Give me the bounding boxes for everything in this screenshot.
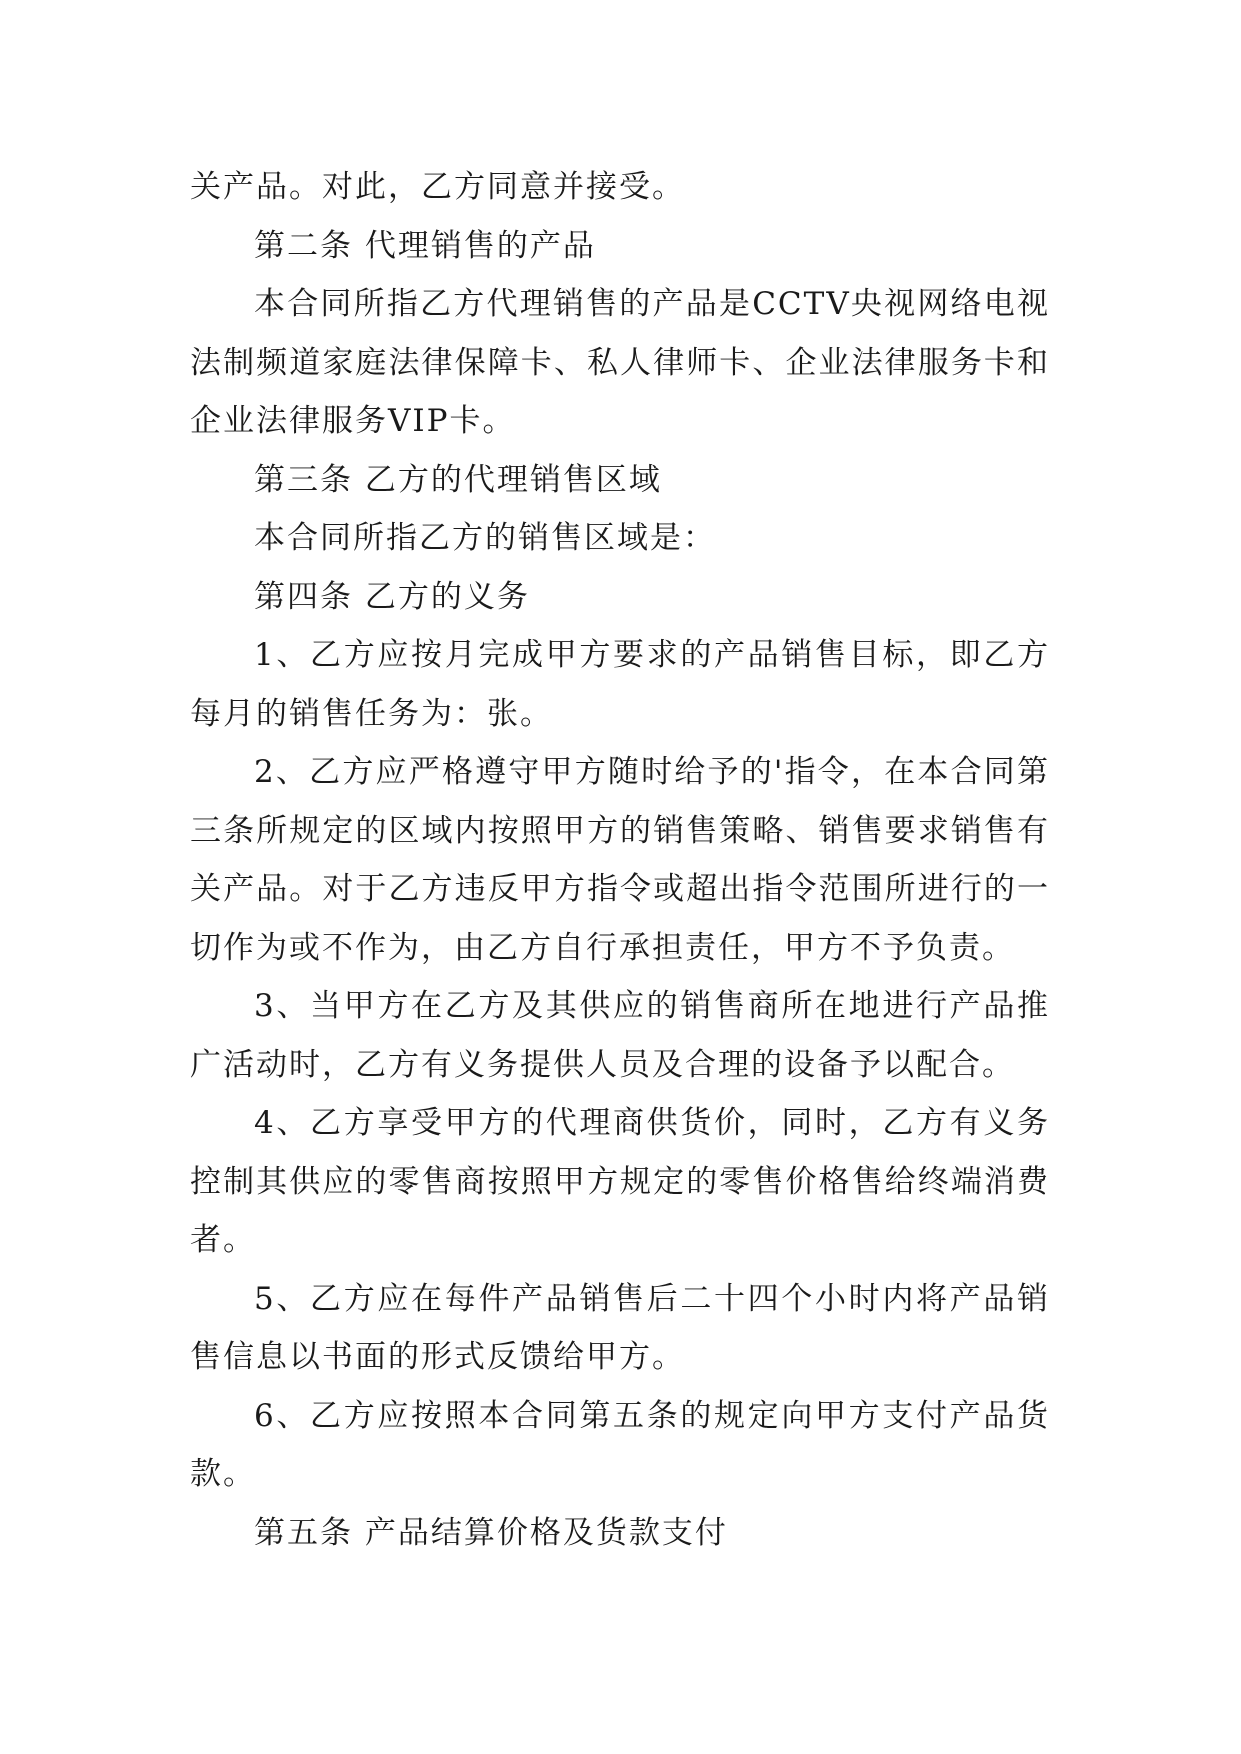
- article-4-item-5: 5、乙方应在每件产品销售后二十四个小时内将产品销售信息以书面的形式反馈给甲方。: [190, 1280, 1050, 1375]
- article-4-item-3: 3、当甲方在乙方及其供应的销售商所在地进行产品推广活动时，乙方有义务提供人员及合理的设备予以配合。: [190, 988, 1050, 1083]
- paragraph-continuation: 关产品。对此，乙方同意并接受。: [190, 169, 685, 205]
- article-4-item-1: 1、乙方应按月完成甲方要求的产品销售目标，即乙方每月的销售任务为：张。: [190, 637, 1050, 732]
- article-4-item-4: 4、乙方享受甲方的代理商供货价，同时，乙方有义务控制其供应的零售商按照甲方规定的零售价格售给终端消费者。: [190, 1105, 1050, 1258]
- article-2-heading: 第二条 代理销售的产品: [254, 227, 596, 264]
- article-4-item-6: 6、乙方应按照本合同第五条的规定向甲方支付产品货款。: [190, 1397, 1050, 1492]
- article-3-heading: 第三条 乙方的代理销售区域: [254, 461, 662, 498]
- document-body: [190, 158, 1050, 1562]
- article-3-body: 本合同所指乙方的销售区域是：: [254, 520, 716, 556]
- article-5-heading: 第五条 产品结算价格及货款支付: [254, 1514, 728, 1551]
- article-4-item-2: 2、乙方应严格遵守甲方随时给予的'指令，在本合同第三条所规定的区域内按照甲方的销售策略、销售要求销售有关产品。对于乙方违反甲方指令或超出指令范围所进行的一切作为或不作为，由乙方自行承担责任，甲方不予负责。: [190, 754, 1050, 966]
- article-4-heading: 第四条 乙方的义务: [254, 578, 530, 615]
- article-2-body: 本合同所指乙方代理销售的产品是CCTV央视网络电视法制频道家庭法律保障卡、私人律师卡、企业法律服务卡和企业法律服务VIP卡。: [190, 286, 1050, 439]
